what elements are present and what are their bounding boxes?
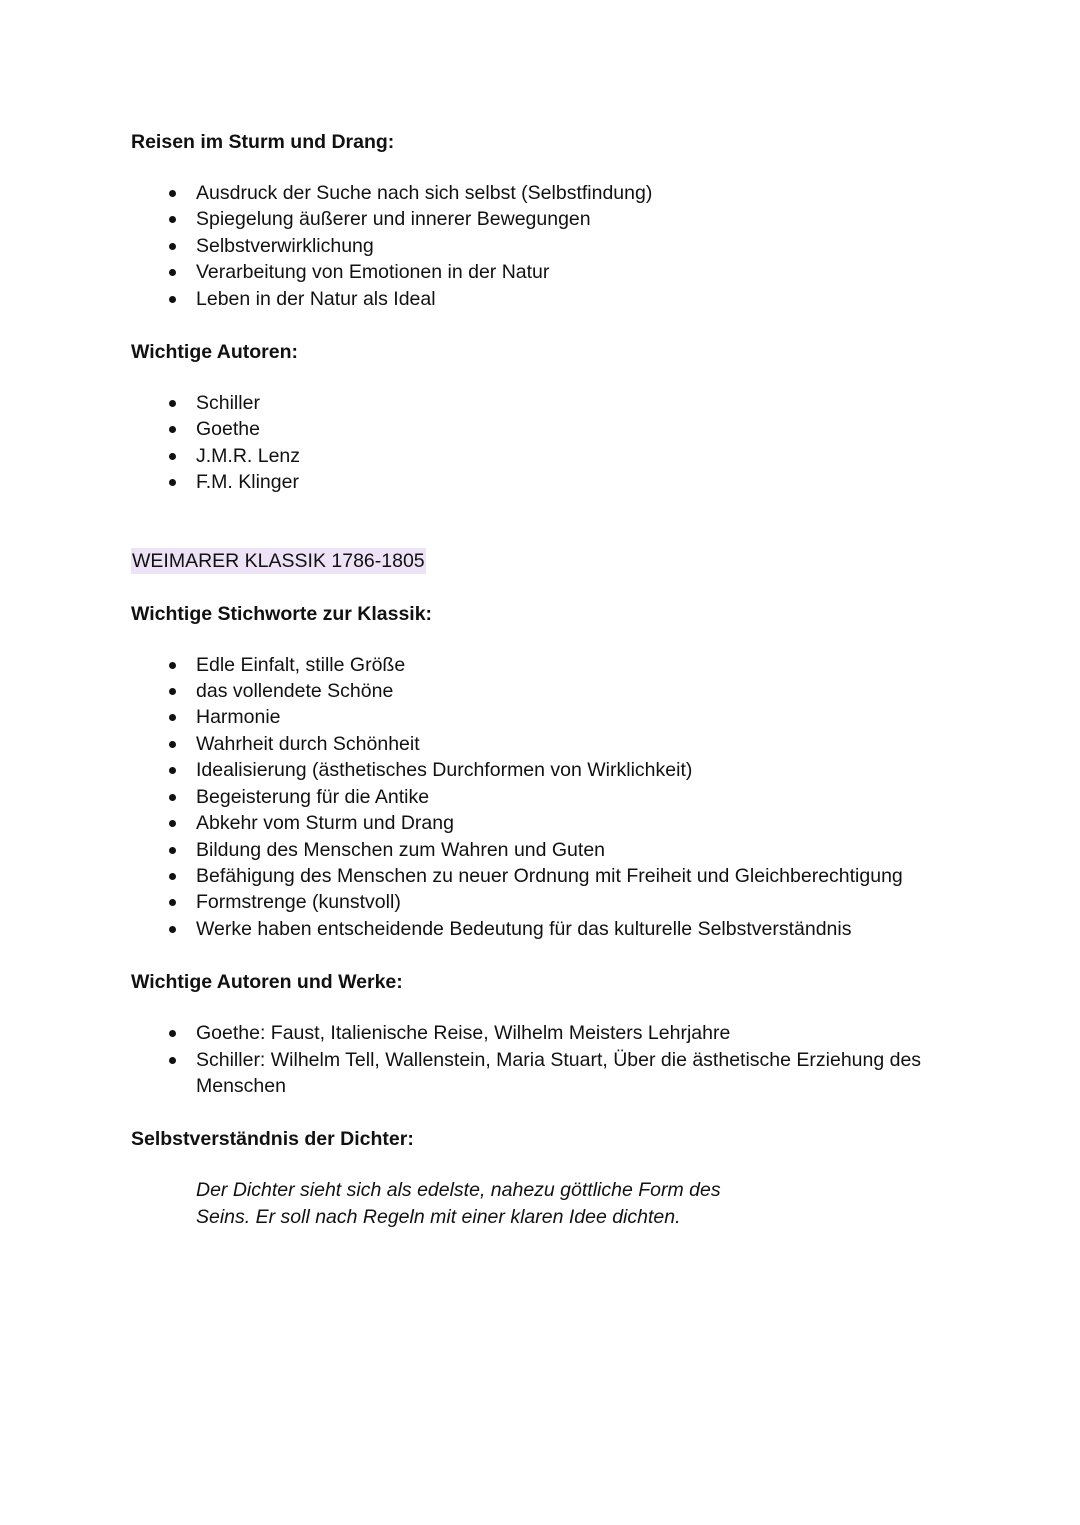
list-sturm-authors — [131, 390, 960, 496]
list-item: Befähigung des Menschen zu neuer Ordnung mit Freiheit und Gleichberechtigung — [131, 863, 960, 889]
list-item: Verarbeitung von Emotionen in der Natur — [131, 259, 960, 285]
list-item: Schiller: Wilhelm Tell, Wallenstein, Maria Stuart, Über die ästhetische Erziehung des Menschen — [131, 1047, 960, 1100]
list-sturm-travel — [131, 180, 960, 312]
list-item: Edle Einfalt, stille Größe — [131, 652, 960, 678]
list-item: Idealisierung (ästhetisches Durchformen von Wirklichkeit) — [131, 757, 960, 783]
list-klassik-authors — [131, 1020, 960, 1099]
list-item: Selbstverwirklichung — [131, 233, 960, 259]
list-item: Leben in der Natur als Ideal — [131, 286, 960, 312]
heading-sturm-authors: Wichtige Autoren: — [131, 341, 299, 364]
heading-poets-self: Selbstverständnis der Dichter: — [131, 1128, 414, 1151]
list-item: Harmonie — [131, 704, 960, 730]
section-title-klassik: WEIMARER KLASSIK 1786-1805 — [132, 549, 425, 572]
quote-poets-self: Der Dichter sieht sich als edelste, nahezu göttliche Form des Seins. Er soll nach Regeln mit einer klaren Idee dichten. — [196, 1179, 721, 1228]
heading-klassik-keywords: Wichtige Stichworte zur Klassik: — [131, 602, 433, 625]
list-item: das vollendete Schöne — [131, 678, 960, 704]
list-item: Bildung des Menschen zum Wahren und Guten — [131, 837, 960, 863]
list-item: J.M.R. Lenz — [131, 443, 960, 469]
heading-klassik-authors: Wichtige Autoren und Werke: — [131, 971, 403, 994]
list-item: Spiegelung äußerer und innerer Bewegungen — [131, 206, 960, 232]
list-item: Goethe — [131, 416, 960, 442]
list-item: Goethe: Faust, Italienische Reise, Wilhelm Meisters Lehrjahre — [131, 1020, 960, 1046]
list-item: Abkehr vom Sturm und Drang — [131, 810, 960, 836]
list-item: Ausdruck der Suche nach sich selbst (Selbstfindung) — [131, 180, 960, 206]
list-item: Wahrheit durch Schönheit — [131, 731, 960, 757]
heading-sturm-travel: Reisen im Sturm und Drang: — [131, 131, 395, 153]
list-klassik-keywords — [131, 652, 960, 942]
list-item: Schiller — [131, 390, 960, 416]
list-item: Formstrenge (kunstvoll) — [131, 889, 960, 915]
list-item: F.M. Klinger — [131, 469, 960, 495]
list-item: Begeisterung für die Antike — [131, 784, 960, 810]
list-item: Werke haben entscheidende Bedeutung für das kulturelle Selbstverständnis — [131, 916, 960, 942]
